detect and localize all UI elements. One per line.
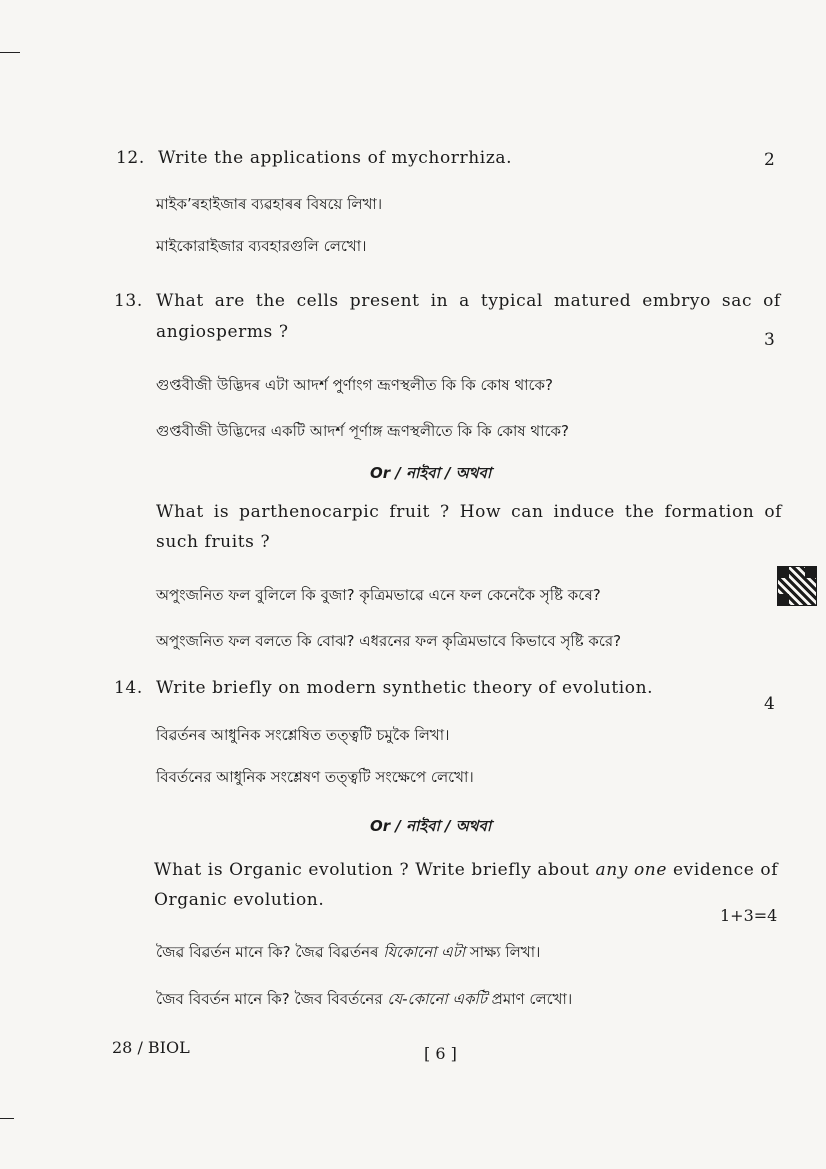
q14-alt-marks: 1+3=4	[720, 906, 778, 925]
q13-alt-text-en-line2: such fruits ?	[156, 532, 271, 552]
q12-text-as: মাইক’ৰহাইজাৰ ব্যৱহাৰৰ বিষয়ে লিখা।	[156, 195, 383, 213]
q14-alt-as-emphasis: যিকোনো এটা	[383, 943, 466, 961]
q14-alt-text-bn: জৈব বিবর্তন মানে কি? জৈব বিবর্তনের যে-কোনো একটি প্রমাণ লেখো।	[156, 990, 573, 1008]
q14-text-en: Write briefly on modern synthetic theory of evolution.	[156, 678, 654, 698]
q12-text-bn: মাইকোরাইজার ব্যবহারগুলি লেখো।	[156, 237, 367, 255]
qr-code-icon	[777, 566, 817, 606]
margin-mark-bottom	[0, 1118, 14, 1119]
q14-or-separator: Or / নাইবা / অথবা	[370, 817, 492, 835]
q14-text-bn: বিবর্তনের আধুনিক সংশ্লেষণ তত্ত্বটি সংক্ষেপে লেখো।	[156, 768, 474, 786]
q14-alt-text-as: জৈৱ বিৱৰ্তন মানে কি? জৈৱ বিৱৰ্তনৰ যিকোনো এটা সাক্ষ্য লিখা।	[156, 943, 541, 961]
q14-alt-emphasis: any one	[595, 860, 668, 880]
page-number: [ 6 ]	[424, 1044, 457, 1063]
paper-code: 28 / BIOL	[112, 1038, 190, 1057]
q13-text-en-line1: What are the cells present in a typical matured embryo sac of	[156, 291, 781, 311]
q12-text-en: Write the applications of mychorrhiza.	[158, 148, 513, 168]
q14-marks: 4	[764, 694, 775, 714]
q14-alt-text-en-line1: What is Organic evolution ? Write briefly about any one evidence of	[154, 860, 779, 880]
q13-or-separator: Or / নাইবা / অথবা	[370, 464, 492, 482]
q14-text-as: বিৱৰ্তনৰ আধুনিক সংশ্লেষিত তত্ত্বটি চমুকৈ লিখা।	[156, 726, 450, 744]
q13-text-as: গুপ্তবীজী উদ্ভিদৰ এটা আদৰ্শ পুৰ্ণাংগ ভ্ৰূণস্থলীত কি কি কোষ থাকে?	[156, 376, 554, 394]
q14-alt-bn-emphasis: যে-কোনো একটি	[387, 990, 487, 1008]
q13-text-en-line2: angiosperms ?	[156, 322, 289, 342]
margin-mark	[0, 52, 20, 53]
q13-alt-text-en-line1: What is parthenocarpic fruit ? How can induce the formation of	[156, 502, 783, 522]
q13-marks: 3	[764, 330, 775, 350]
q13-alt-text-bn: অপুংজনিত ফল বলতে কি বোঝ? এধরনের ফল কৃত্রিমভাবে কিভাবে সৃষ্টি করে?	[156, 632, 622, 650]
q13-number: 13.	[114, 291, 143, 311]
q14-alt-text-en-line2: Organic evolution.	[154, 890, 325, 910]
q12-marks: 2	[764, 150, 775, 170]
q12-number: 12.	[116, 148, 145, 168]
q14-number: 14.	[114, 678, 143, 698]
q13-alt-text-as: অপুংজনিত ফল বুলিলে কি বুজা? কৃত্রিমভাৱে এনে ফল কেনেকৈ সৃষ্টি কৰে?	[156, 586, 601, 604]
q13-text-bn: গুপ্তবীজী উদ্ভিদের একটি আদর্শ পূর্ণাঙ্গ ভ্রূণস্থলীতে কি কি কোষ থাকে?	[156, 422, 569, 440]
